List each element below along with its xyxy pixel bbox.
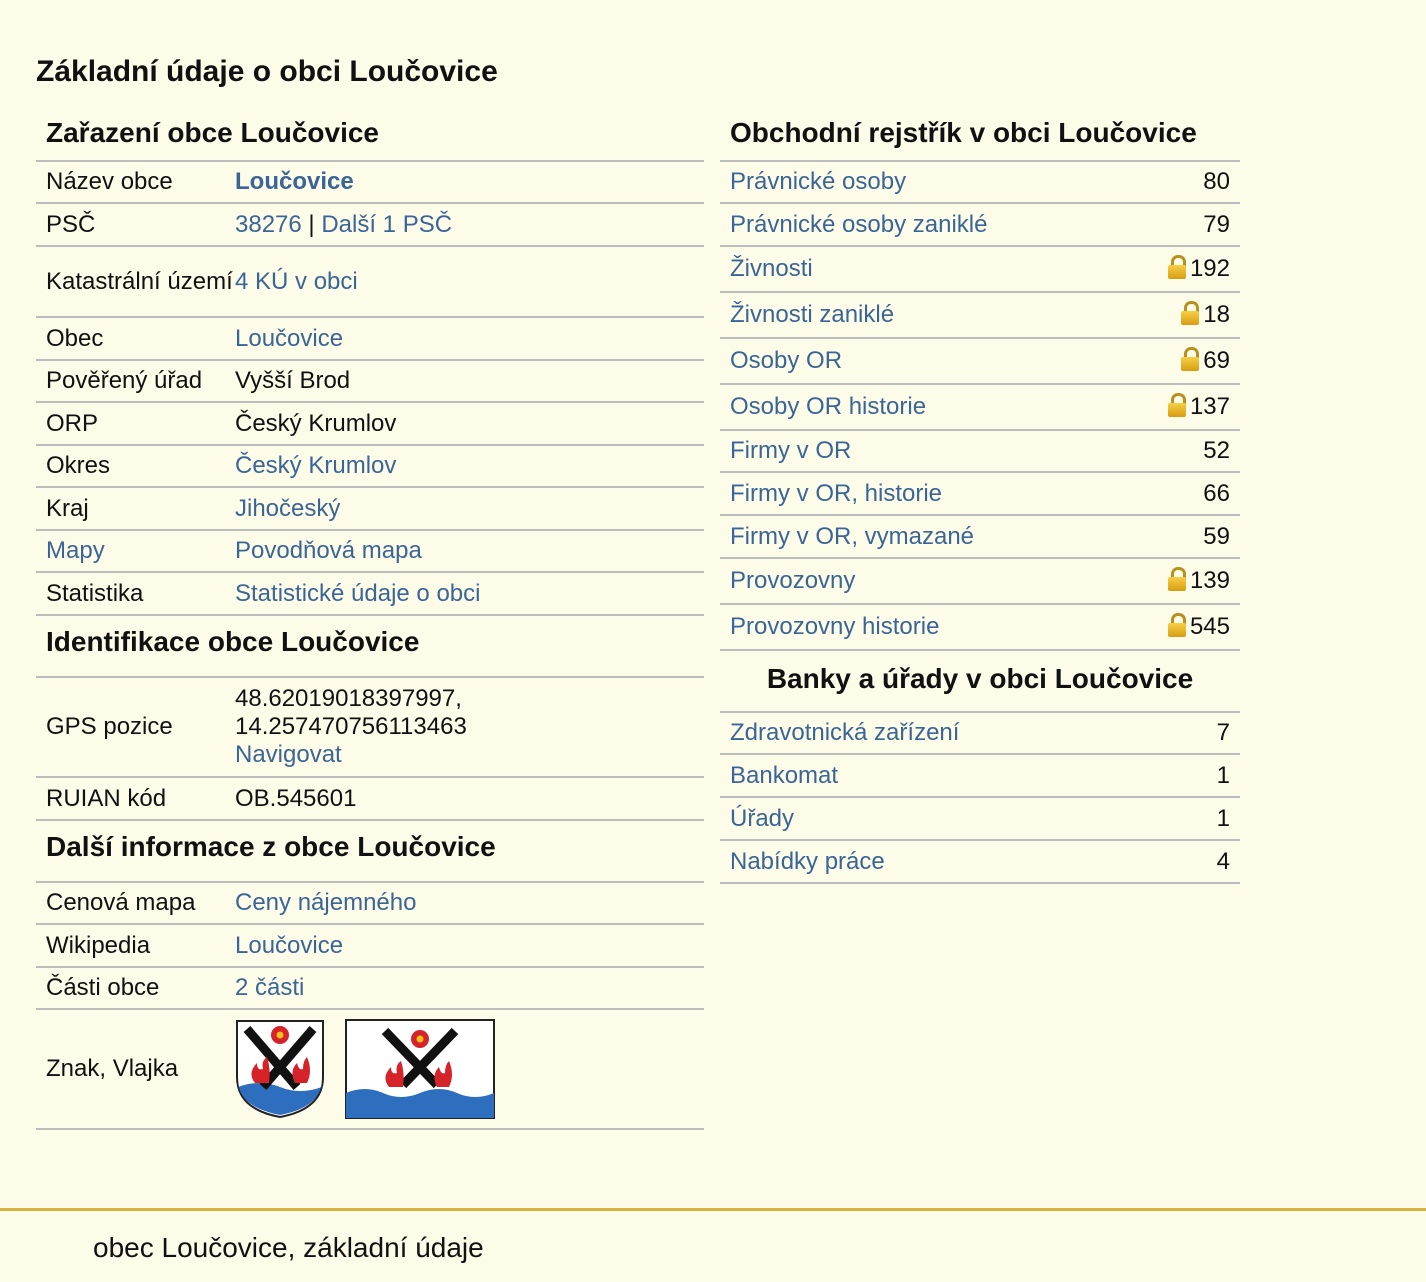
lock-icon: [1180, 301, 1200, 325]
row-label: Části obce: [46, 974, 160, 1001]
stat-count: 18: [1203, 301, 1230, 328]
stat-count: 52: [1203, 437, 1230, 464]
stat-count: 545: [1189, 613, 1230, 640]
row-label: Statistika: [46, 579, 144, 607]
provozovny-link[interactable]: Provozovny: [730, 567, 856, 594]
row-label: PSČ: [46, 210, 96, 238]
zarazeni-heading: Zařazení obce Loučovice: [36, 112, 704, 162]
row-label: GPS pozice: [46, 713, 173, 740]
info-row-nazev: [36, 162, 704, 204]
stat-count: 69: [1203, 347, 1230, 374]
provozovny-historie-link[interactable]: Provozovny historie: [730, 613, 940, 640]
row-label: Cenová mapa: [46, 889, 196, 916]
orp-value: Český Krumlov: [235, 409, 397, 437]
row-label: Wikipedia: [46, 931, 151, 959]
psc-separator: |: [301, 210, 322, 238]
psc-link[interactable]: 38276: [235, 210, 302, 238]
info-row-okres: [36, 446, 704, 488]
banky-heading: Banky a úřady v obci Loučovice: [720, 651, 1240, 713]
gps-latitude: 48.62019018397997,: [235, 685, 462, 712]
row-label: Název obce: [46, 168, 173, 195]
povodnova-mapa-link[interactable]: Povodňová mapa: [235, 537, 422, 564]
info-row-katastr: [36, 247, 704, 318]
row-label: Katastrální území: [46, 267, 233, 295]
info-row-psc: [36, 204, 704, 247]
info-row-ruian: [36, 778, 704, 821]
info-row-statistika: [36, 573, 704, 616]
dalsi-heading: Další informace z obce Loučovice: [36, 821, 704, 883]
stat-row: [720, 339, 1240, 385]
info-row-wikipedia: [36, 925, 704, 968]
page-title: Základní údaje o obci Loučovice: [36, 55, 498, 88]
info-row-mapy: [36, 531, 704, 573]
lock-icon: [1167, 567, 1187, 591]
stat-count: 79: [1203, 210, 1230, 238]
stat-count: 137: [1189, 393, 1230, 420]
gps-longitude: 14.257470756113463: [235, 713, 467, 740]
info-row-gps: [36, 678, 704, 778]
row-label: RUIAN kód: [46, 784, 167, 812]
statistika-link[interactable]: Statistické údaje o obci: [235, 579, 481, 607]
left-column: [36, 112, 704, 1130]
obec-link[interactable]: Loučovice: [235, 324, 344, 352]
stat-row: [720, 385, 1240, 431]
ku-link[interactable]: 4 KÚ v obci: [235, 267, 358, 295]
bankomat-link[interactable]: Bankomat: [730, 761, 839, 789]
stat-row: [720, 605, 1240, 651]
stat-count: 139: [1189, 567, 1230, 594]
flag-emblem[interactable]: [345, 1019, 495, 1119]
zivnosti-link[interactable]: Živnosti: [730, 255, 813, 282]
ruian-value: OB.545601: [235, 784, 357, 812]
obchodni-heading: Obchodní rejstřík v obci Loučovice: [720, 112, 1240, 162]
row-label: Pověřený úřad: [46, 367, 203, 394]
stat-row: [720, 516, 1240, 559]
osoby-or-historie-link[interactable]: Osoby OR historie: [730, 393, 927, 420]
info-row-obec: [36, 318, 704, 361]
row-label: Obec: [46, 324, 104, 352]
lock-icon: [1167, 255, 1187, 279]
stat-row: [720, 755, 1240, 798]
navigovat-link[interactable]: Navigovat: [235, 741, 342, 768]
stat-row: [720, 204, 1240, 247]
stat-count: 192: [1189, 255, 1230, 282]
povereny-value: Vyšší Brod: [235, 367, 351, 394]
info-row-casti: [36, 968, 704, 1010]
dalsi-psc-link[interactable]: Další 1 PSČ: [321, 210, 453, 238]
coat-of-arms-emblem[interactable]: [235, 1019, 325, 1119]
kraj-link[interactable]: Jihočeský: [235, 494, 341, 522]
info-row-znak: [36, 1010, 704, 1130]
row-label: ORP: [46, 409, 99, 437]
stat-row: [720, 473, 1240, 516]
zdravotnicka-zarizeni-link[interactable]: Zdravotnická zařízení: [730, 719, 960, 746]
stat-count: 66: [1203, 479, 1230, 507]
stat-count: 59: [1203, 522, 1230, 550]
stat-row: [720, 162, 1240, 204]
obec-name-link[interactable]: Loučovice: [235, 168, 354, 195]
stat-row: [720, 713, 1240, 755]
footer-caption: obec Loučovice, základní údaje: [93, 1232, 484, 1263]
lock-icon: [1167, 613, 1187, 637]
row-label: Znak, Vlajka: [46, 1055, 179, 1082]
info-row-orp: [36, 403, 704, 446]
firmy-or-link[interactable]: Firmy v OR: [730, 437, 852, 464]
stat-row: [720, 431, 1240, 473]
stat-count: 80: [1203, 168, 1230, 195]
stat-count: 1: [1216, 804, 1230, 832]
stat-row: [720, 559, 1240, 605]
right-column: [720, 112, 1240, 884]
info-row-kraj: [36, 488, 704, 531]
firmy-or-historie-link[interactable]: Firmy v OR, historie: [730, 479, 943, 507]
info-row-cenova-mapa: [36, 883, 704, 925]
zivnosti-zanikle-link[interactable]: Živnosti zaniklé: [730, 301, 895, 328]
stat-row: [720, 841, 1240, 884]
pravnicke-osoby-link[interactable]: Právnické osoby: [730, 168, 907, 195]
nabidky-prace-link[interactable]: Nabídky práce: [730, 847, 885, 875]
stat-count: 1: [1216, 761, 1230, 789]
stat-row: [720, 247, 1240, 293]
lock-icon: [1180, 347, 1200, 371]
info-row-povereny: [36, 361, 704, 403]
wikipedia-link[interactable]: Loučovice: [235, 931, 344, 959]
okres-link[interactable]: Český Krumlov: [235, 452, 397, 479]
stat-count: 4: [1216, 847, 1230, 875]
stat-row: [720, 798, 1240, 841]
identifikace-heading: Identifikace obce Loučovice: [36, 616, 704, 678]
urady-link[interactable]: Úřady: [730, 804, 795, 832]
stat-count: 7: [1216, 719, 1230, 746]
casti-obce-link[interactable]: 2 části: [235, 974, 305, 1001]
lock-icon: [1167, 393, 1187, 417]
firmy-or-vymazane-link[interactable]: Firmy v OR, vymazané: [730, 522, 975, 550]
osoby-or-link[interactable]: Osoby OR: [730, 347, 843, 374]
ceny-najemneho-link[interactable]: Ceny nájemného: [235, 889, 417, 916]
pravnicke-osoby-zanikle-link[interactable]: Právnické osoby zaniklé: [730, 210, 988, 238]
footer-divider: [0, 1208, 1426, 1211]
row-label: Kraj: [46, 494, 89, 522]
stat-row: [720, 293, 1240, 339]
mapy-link[interactable]: Mapy: [46, 537, 105, 564]
row-label: Okres: [46, 452, 111, 479]
